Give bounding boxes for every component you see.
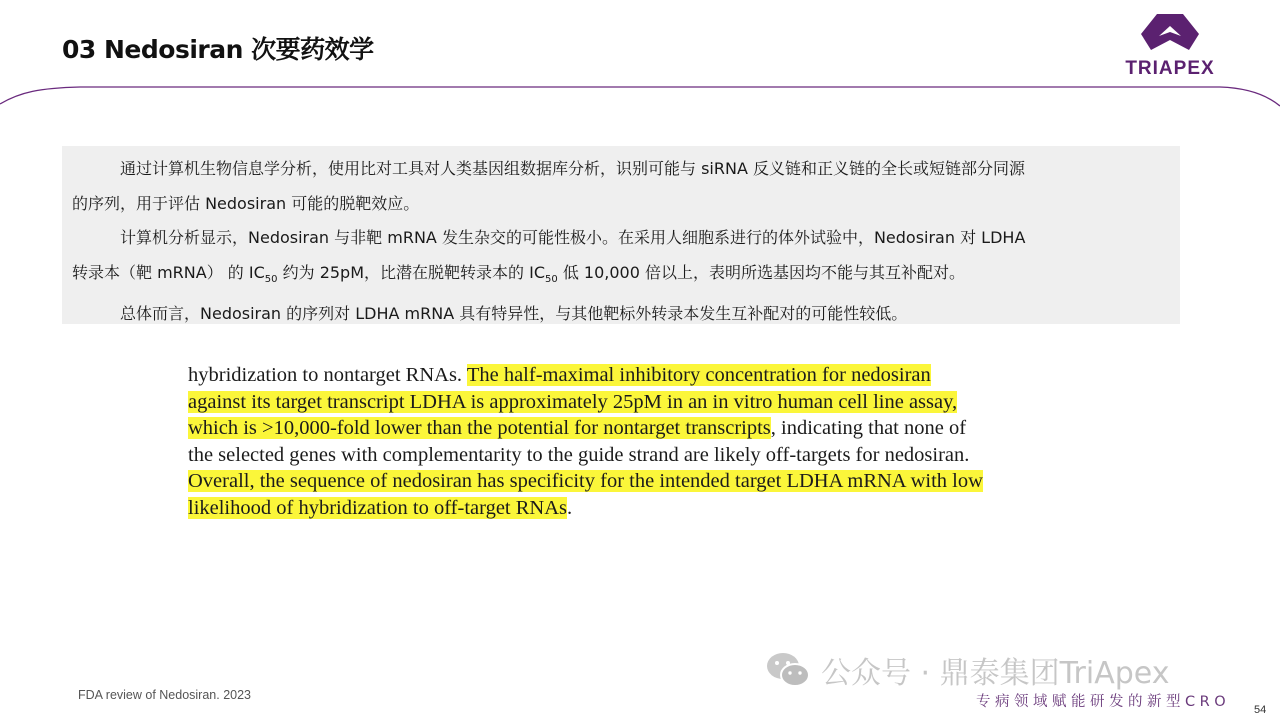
excerpt-line (188, 468, 1108, 495)
page-title: 03 Nedosiran 次要药效学 (62, 35, 374, 64)
summary-box (62, 146, 1180, 324)
excerpt-text: . (567, 496, 573, 519)
excerpt-line (188, 495, 1108, 522)
excerpt-line (188, 442, 1108, 469)
summary-p2-part-a: 转录本（靶 mRNA） 的 IC (72, 262, 265, 282)
summary-paragraph-1 (72, 152, 1170, 187)
ic50-subscript: 50 (545, 273, 558, 285)
summary-p2-part-b: 约为 25pM，比潜在脱靶转录本的 IC (277, 262, 545, 282)
excerpt-text: , indicating that none of (770, 417, 967, 439)
triapex-logo (1112, 10, 1228, 80)
watermark-text: 公众号 · 鼎泰集团TriApex (821, 656, 1170, 691)
excerpt-line (188, 389, 1108, 416)
summary-p1-text: 通过计算机生物信息学分析，使用比对工具对人类基因组数据库分析，识别可能与 siRNA 反义链和正义链的全长或短链部分同源 (120, 159, 1025, 178)
summary-paragraph-3: 总体而言，Nedosiran 的序列对 LDHA mRNA 具有特异性，与其他靶标外转录本发生互补配对的可能性较低。 (120, 304, 908, 323)
excerpt-line (188, 415, 1108, 442)
ic50-subscript: 50 (264, 273, 278, 285)
logo-text: TRIAPEX (1125, 58, 1215, 79)
page-number: 54 (1254, 704, 1267, 716)
excerpt-highlight: likelihood of hybridization to off-target RNAs (188, 496, 567, 519)
excerpt-text: the selected genes with complementarity to the guide strand are likely off-targets for nedosiran. (188, 443, 970, 466)
summary-paragraph-2-cont (72, 256, 1170, 298)
fda-excerpt (188, 362, 1108, 521)
triapex-logo-icon (1135, 10, 1205, 56)
excerpt-highlight: which is >10,000-fold lower than the potential for nontarget transcripts (188, 417, 771, 439)
wechat-icon (765, 650, 811, 690)
company-slogan: 专病领域赋能研发的新型CRO (976, 694, 1231, 710)
summary-paragraph-2: 计算机分析显示，Nedosiran 与非靶 mRNA 发生杂交的可能性极小。在采用人细胞系进行的体外试验中，Nedosiran 对 LDHA (120, 228, 1026, 247)
wechat-watermark (765, 648, 1169, 692)
excerpt-highlight: Overall, the sequence of nedosiran has specificity for the intended target LDHA mRNA with low (188, 470, 983, 492)
reference-footnote: FDA review of Nedosiran. 2023 (78, 688, 252, 702)
excerpt-highlight: against its target transcript LDHA is approximately 25pM in an in vitro human cell line assay, (188, 390, 958, 413)
excerpt-highlight: The half-maximal inhibitory concentration for nedosiran (466, 364, 931, 386)
excerpt-line (188, 362, 1108, 389)
excerpt-text: hybridization to nontarget RNAs. (188, 364, 463, 386)
summary-paragraph-1-cont: 的序列，用于评估 Nedosiran 可能的脱靶效应。 (72, 193, 420, 213)
summary-p2-part-c: 低 10,000 倍以上，表明所选基因均不能与其互补配对。 (557, 262, 965, 282)
